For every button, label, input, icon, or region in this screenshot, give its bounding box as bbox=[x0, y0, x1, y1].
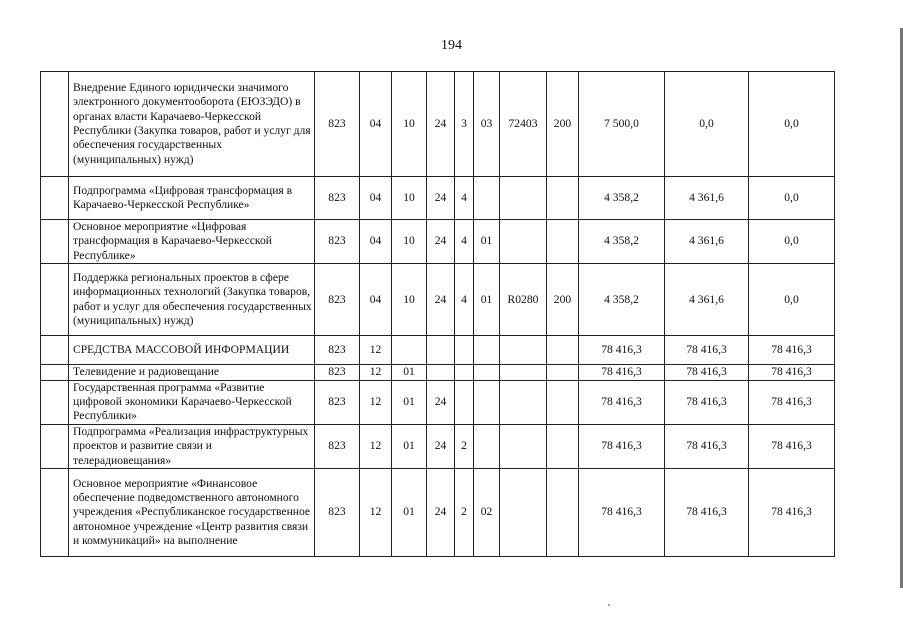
amount-year-3-cell: 0,0 bbox=[749, 264, 835, 336]
subsection-code-cell: 01 bbox=[392, 469, 427, 557]
amount-year-3-cell: 78 416,3 bbox=[749, 365, 835, 380]
amount-year-2-cell: 78 416,3 bbox=[665, 469, 749, 557]
event-code-cell: 03 bbox=[474, 72, 500, 177]
subsection-code-cell: 01 bbox=[392, 380, 427, 424]
amount-year-1-cell: 4 358,2 bbox=[579, 177, 665, 220]
budget-table bbox=[40, 71, 835, 557]
program-code-cell: 24 bbox=[427, 72, 455, 177]
amount-year-3-cell: 0,0 bbox=[749, 72, 835, 177]
direction-code-cell bbox=[500, 177, 547, 220]
amount-year-1-cell: 78 416,3 bbox=[579, 469, 665, 557]
section-code-cell: 12 bbox=[360, 336, 392, 365]
program-code-cell: 24 bbox=[427, 469, 455, 557]
amount-year-1-cell: 78 416,3 bbox=[579, 336, 665, 365]
row-marker-cell bbox=[41, 220, 69, 264]
expense-type-code-cell bbox=[547, 365, 579, 380]
item-name-cell: Внедрение Единого юридически значимого электронного документооборота (ЕЮЗЭДО) в органах власти Карачаево-Черкесской Республики (Закупка товаров, работ и услуг для обеспечения государственных (муниципальных) нужд) bbox=[69, 72, 315, 177]
direction-code-cell bbox=[500, 220, 547, 264]
table-row bbox=[41, 336, 835, 365]
table-row bbox=[41, 365, 835, 380]
item-name-cell: Поддержка региональных проектов в сфере информационных технологий (Закупка товаров, работ и услуг для обеспечения государственных (муниципальных) нужд) bbox=[69, 264, 315, 336]
amount-year-2-cell: 0,0 bbox=[665, 72, 749, 177]
subprogram-code-cell bbox=[455, 380, 474, 424]
expense-type-code-cell bbox=[547, 380, 579, 424]
admin-code-cell: 823 bbox=[315, 380, 360, 424]
expense-type-code-cell: 200 bbox=[547, 72, 579, 177]
expense-type-code-cell: 200 bbox=[547, 264, 579, 336]
section-code-cell: 04 bbox=[360, 72, 392, 177]
admin-code-cell: 823 bbox=[315, 220, 360, 264]
admin-code-cell: 823 bbox=[315, 365, 360, 380]
admin-code-cell: 823 bbox=[315, 424, 360, 468]
item-name-cell: Государственная программа «Развитие цифровой экономики Карачаево-Черкесской Республики» bbox=[69, 380, 315, 424]
item-name-cell: Основное мероприятие «Цифровая трансформация в Карачаево-Черкесской Республике» bbox=[69, 220, 315, 264]
item-name-cell: Подпрограмма «Реализация инфраструктурных проектов и развитие связи и телерадиовещания» bbox=[69, 424, 315, 468]
amount-year-3-cell: 78 416,3 bbox=[749, 380, 835, 424]
direction-code-cell bbox=[500, 424, 547, 468]
event-code-cell bbox=[474, 380, 500, 424]
subsection-code-cell: 10 bbox=[392, 264, 427, 336]
subprogram-code-cell: 4 bbox=[455, 220, 474, 264]
program-code-cell: 24 bbox=[427, 424, 455, 468]
direction-code-cell: R0280 bbox=[500, 264, 547, 336]
admin-code-cell: 823 bbox=[315, 336, 360, 365]
subsection-code-cell: 10 bbox=[392, 72, 427, 177]
event-code-cell bbox=[474, 365, 500, 380]
expense-type-code-cell bbox=[547, 336, 579, 365]
subsection-code-cell: 01 bbox=[392, 365, 427, 380]
amount-year-1-cell: 7 500,0 bbox=[579, 72, 665, 177]
row-marker-cell bbox=[41, 424, 69, 468]
program-code-cell bbox=[427, 336, 455, 365]
table-row bbox=[41, 72, 835, 177]
program-code-cell: 24 bbox=[427, 380, 455, 424]
table-body bbox=[41, 72, 835, 557]
amount-year-2-cell: 78 416,3 bbox=[665, 380, 749, 424]
amount-year-1-cell: 4 358,2 bbox=[579, 264, 665, 336]
item-name-cell: Подпрограмма «Цифровая трансформация в Карачаево-Черкесской Республике» bbox=[69, 177, 315, 220]
direction-code-cell bbox=[500, 469, 547, 557]
section-code-cell: 04 bbox=[360, 177, 392, 220]
event-code-cell bbox=[474, 336, 500, 365]
table-row bbox=[41, 424, 835, 468]
amount-year-1-cell: 4 358,2 bbox=[579, 220, 665, 264]
section-code-cell: 12 bbox=[360, 469, 392, 557]
event-code-cell: 01 bbox=[474, 220, 500, 264]
section-code-cell: 12 bbox=[360, 380, 392, 424]
expense-type-code-cell bbox=[547, 424, 579, 468]
expense-type-code-cell bbox=[547, 220, 579, 264]
program-code-cell: 24 bbox=[427, 264, 455, 336]
direction-code-cell bbox=[500, 336, 547, 365]
section-code-cell: 12 bbox=[360, 365, 392, 380]
row-marker-cell bbox=[41, 380, 69, 424]
subsection-code-cell: 01 bbox=[392, 424, 427, 468]
section-code-cell: 12 bbox=[360, 424, 392, 468]
admin-code-cell: 823 bbox=[315, 264, 360, 336]
subsection-code-cell bbox=[392, 336, 427, 365]
amount-year-3-cell: 0,0 bbox=[749, 220, 835, 264]
section-code-cell: 04 bbox=[360, 220, 392, 264]
subprogram-code-cell bbox=[455, 336, 474, 365]
row-marker-cell bbox=[41, 365, 69, 380]
table-row bbox=[41, 469, 835, 557]
subsection-code-cell: 10 bbox=[392, 220, 427, 264]
subprogram-code-cell: 4 bbox=[455, 177, 474, 220]
amount-year-3-cell: 78 416,3 bbox=[749, 469, 835, 557]
subsection-code-cell: 10 bbox=[392, 177, 427, 220]
section-code-cell: 04 bbox=[360, 264, 392, 336]
admin-code-cell: 823 bbox=[315, 72, 360, 177]
program-code-cell: 24 bbox=[427, 220, 455, 264]
subprogram-code-cell: 2 bbox=[455, 469, 474, 557]
admin-code-cell: 823 bbox=[315, 177, 360, 220]
direction-code-cell bbox=[500, 380, 547, 424]
row-marker-cell bbox=[41, 469, 69, 557]
program-code-cell bbox=[427, 365, 455, 380]
subprogram-code-cell: 3 bbox=[455, 72, 474, 177]
amount-year-2-cell: 4 361,6 bbox=[665, 177, 749, 220]
item-name-cell: Основное мероприятие «Финансовое обеспечение подведомственного автономного учреждения «Республиканское государственное автономное учреждение «Центр развития связи и коммуникаций» на выполнение bbox=[69, 469, 315, 557]
row-marker-cell bbox=[41, 72, 69, 177]
event-code-cell: 02 bbox=[474, 469, 500, 557]
amount-year-3-cell: 78 416,3 bbox=[749, 336, 835, 365]
amount-year-1-cell: 78 416,3 bbox=[579, 365, 665, 380]
amount-year-3-cell: 78 416,3 bbox=[749, 424, 835, 468]
event-code-cell bbox=[474, 424, 500, 468]
row-marker-cell bbox=[41, 264, 69, 336]
expense-type-code-cell bbox=[547, 469, 579, 557]
subprogram-code-cell bbox=[455, 365, 474, 380]
admin-code-cell: 823 bbox=[315, 469, 360, 557]
amount-year-2-cell: 4 361,6 bbox=[665, 264, 749, 336]
event-code-cell: 01 bbox=[474, 264, 500, 336]
table-row bbox=[41, 220, 835, 264]
direction-code-cell: 72403 bbox=[500, 72, 547, 177]
amount-year-2-cell: 4 361,6 bbox=[665, 220, 749, 264]
scan-speck bbox=[608, 604, 610, 606]
subprogram-code-cell: 4 bbox=[455, 264, 474, 336]
amount-year-2-cell: 78 416,3 bbox=[665, 336, 749, 365]
amount-year-2-cell: 78 416,3 bbox=[665, 365, 749, 380]
amount-year-1-cell: 78 416,3 bbox=[579, 424, 665, 468]
amount-year-1-cell: 78 416,3 bbox=[579, 380, 665, 424]
program-code-cell: 24 bbox=[427, 177, 455, 220]
table-row bbox=[41, 264, 835, 336]
amount-year-2-cell: 78 416,3 bbox=[665, 424, 749, 468]
table-row bbox=[41, 380, 835, 424]
page-number: 194 bbox=[441, 38, 462, 53]
amount-year-3-cell: 0,0 bbox=[749, 177, 835, 220]
event-code-cell bbox=[474, 177, 500, 220]
table-row bbox=[41, 177, 835, 220]
direction-code-cell bbox=[500, 365, 547, 380]
subprogram-code-cell: 2 bbox=[455, 424, 474, 468]
item-name-cell: Телевидение и радиовещание bbox=[69, 365, 315, 380]
row-marker-cell bbox=[41, 336, 69, 365]
row-marker-cell bbox=[41, 177, 69, 220]
item-name-cell: СРЕДСТВА МАССОВОЙ ИНФОРМАЦИИ bbox=[69, 336, 315, 365]
expense-type-code-cell bbox=[547, 177, 579, 220]
